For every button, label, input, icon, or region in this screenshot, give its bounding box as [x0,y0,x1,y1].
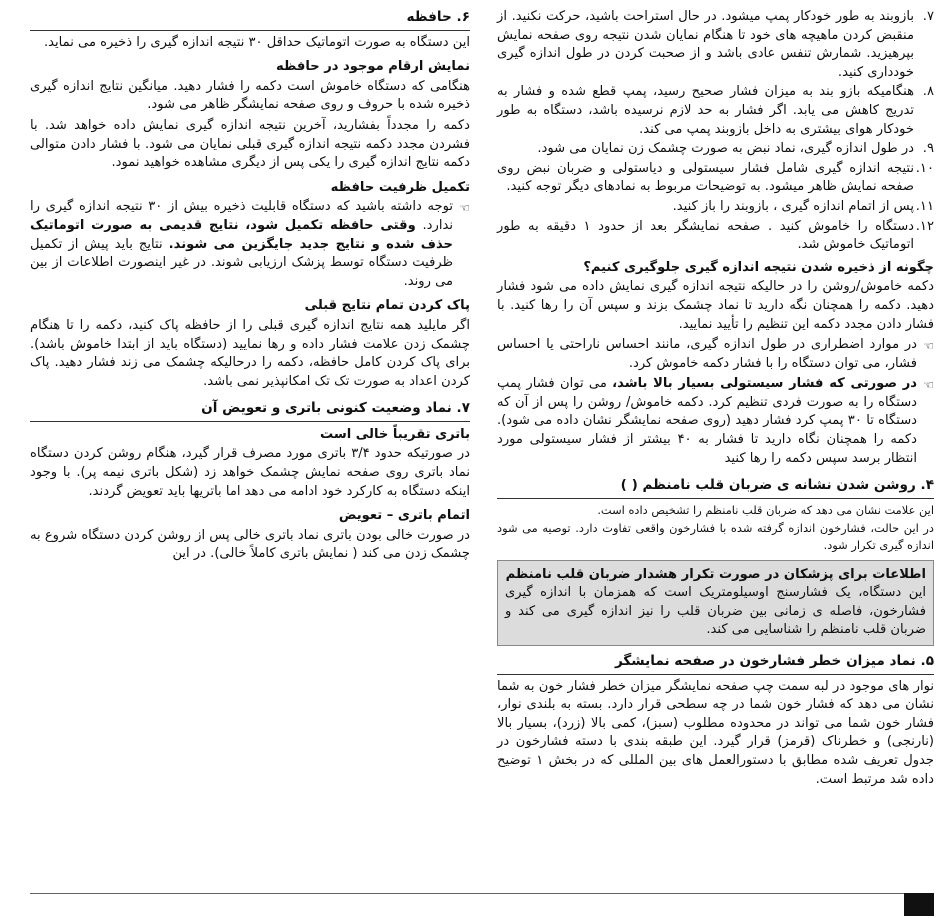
stop-saving-paragraph: دکمه خاموش/روشن را در حالیکه نتیجه اندازه گیری نمایش داده می شود فشار دهید. دکمه را همچنان نگه دارید تا نماد چشمک بزند و سپس آن را رها کنید. با فشار دادن مجدد دکمه این تنظیم را تأیید نمایید. [497,279,934,332]
left-column [30,8,470,566]
stop-saving-title: چگونه از ذخیره شدن نتیجه اندازه گیری جلوگیری کنیم؟ [583,259,934,275]
step-text: در طول اندازه گیری، نماد نبض به صورت چشمک زن نمایان می شود. [537,141,914,157]
pointing-hand-icon: ☜ [923,378,934,393]
note-bold-text: در صورتی که فشار سیستولی بسیار بالا باشد، [612,376,917,392]
memory-paragraph: این دستگاه به صورت اتوماتیک حداقل ۳۰ نتیجه اندازه گیری را ذخیره می نماید. [43,34,470,50]
display-memory-title: نمایش ارقام موجود در حافظه [276,59,470,75]
battery-almost-empty-paragraph: در صورتیکه حدود ۳/۴ باتری مورد مصرف قرار گیرد، هنگام روشن کردن دستگاه نماد باتری روی صفحه نمایش چشمک خواهد زد (شکل باتری نیمه پر). با وجود اینکه دستگاه به کارکرد خود ادامه می دهد اما باتریها باید تعویض گردند. [30,446,470,499]
step-9 [497,140,934,159]
clear-paragraph: اگر مایلید همه نتایج اندازه گیری قبلی را از حافظه پاک کنید، دکمه را تا هنگام چشمک زدن علامت فشار داده و رها نمایید (دستگاه باید از ابتدا خاموش باشد). برای پاک کردن کامل حافظه، دکمه را درحالیکه چشمک می زند فشار دهید. پاک کردن اعداد به صورت تک تک امکانپذیر نمی باشد. [30,317,470,389]
irregular-paragraph-1: این علامت نشان می دهد که ضربان قلب نامنظم را تشخیص داده است. [597,502,934,517]
step-11 [497,198,934,217]
step-number: ۹. [922,141,934,157]
pointing-hand-icon: ☜ [459,201,470,216]
right-column [497,8,934,791]
pointing-hand-icon: ☜ [923,339,934,354]
clear-memory-title: پاک کردن تمام نتایج قبلی [304,298,470,314]
note-text-c: نتایج باید پیش از تکمیل ظرفیت دستگاه توسط پزشک ارزیابی شوند. در غیر اینصورت اطلاعات از بین می روند. [30,236,453,289]
step-number: ۷. [922,9,934,24]
memory-full-title: تکمیل ظرفیت حافظه [330,179,470,195]
box-title: اطلاعات برای پزشکان در صورت تکرار هشدار ضربان قلب نامنظم [505,566,926,582]
step-number: ۸. [922,84,934,100]
note-text: در موارد اضطراری در طول اندازه گیری، مانند احساس ناراحتی یا احساس فشار، می توان دستگاه را با فشار دکمه خاموش کرد. [497,337,917,371]
display-paragraph-1: هنگامی که دستگاه خاموش است دکمه را فشار دهید. میانگین نتایج اندازه گیری ذخیره شده با حروف و روی صفحه نمایشگر ظاهر می شود. [30,78,470,113]
step-text: نتیجه اندازه گیری شامل فشار سیستولی و دیاستولی و ضربان نبض روی صفحه نمایش ظاهر میشود. به توضیحات مربوط به نمادهای دیگر توجه کنید. [497,160,914,195]
battery-almost-empty-title: باتری تقریباً خالی است [320,426,470,442]
battery-empty-paragraph: در صورت خالی بودن باتری نماد باتری خالی پس از روشن کردن دستگاه شروع به چشمک زدن می کند ( نمایش باتری کاملاً خالی). در این [30,527,470,562]
irregular-heartbeat-title: ۴. روشن شدن نشانه ی ضربان قلب نامنظم ( ) [497,476,934,499]
page-marker [904,893,934,916]
note-bold-text: وقتی حافظه تکمیل شود، نتایج قدیمی به صورت اتوماتیک حذف شده و نتایج جدید جایگزین می شوند. [30,217,453,252]
step-text: هنگامیکه بازو بند به میزان فشار صحیح رسید، پمپ قطع شده و فشار به تدریج کاهش می یابد. اگر فشار به حد لازم نرسیده باشد، دستگاه به طور خودکار هوای بیشتری به داخل بازوبند پمپ می کند. [497,84,914,137]
step-text: دستگاه را خاموش کنید . صفحه نمایشگر بعد از حدود ۱ دقیقه به طور اتوماتیک خاموش شد. [497,218,914,253]
note-text-a: توجه داشته باشید که دستگاه قابلیت ذخیره بیش از ۳۰ نتیجه اندازه گیری را ندارد. [30,199,453,233]
step-7 [497,8,934,82]
memory-title: ۶. حافظه [30,8,470,31]
memory-full-note [30,198,470,291]
footer-rule [30,893,934,894]
step-8 [497,83,934,139]
irregular-paragraph-2: در این حالت، فشارخون اندازه گرفته شده با فشارخون واقعی تفاوت دارد. توصیه می شود اندازه گیری تکرار شود. [497,521,934,553]
physician-info-box [497,560,934,646]
step-number: ۱۰. [915,160,934,176]
display-paragraph-2: دکمه را مجدداً بفشارید، آخرین نتیجه اندازه گیری نمایش داده خواهد شد. با فشردن مجدد دکمه نتیجه اندازه گیری قبلی نمایان می شود. با فشار دادن متوالی دکمه نتایج اندازه گیری را یکی پس از دیگری مشاهده خواهید نمود. [30,117,470,171]
step-12 [497,218,934,255]
box-text: این دستگاه، یک فشارسنج اوسیلومتریک است که همزمان با اندازه گیری فشارخون، فاصله ی زمانی بین ضربان قلب را نیز اندازه گیری می کند و ضربان قلب نامنظم را شناسایی می کند. [505,585,926,638]
risk-paragraph: نوار های موجود در لبه سمت چپ صفحه نمایشگر میزان خطر فشار خون به شما نشان می دهد که فشار خون شما در چه سطحی قرار دارد. بسته به بلندی نوار، فشار خون شما می تواند در محدوده مطلوب (سبز)، کمی بالا (زرد)، بسیار بالا (نارنجی) و خطرناک (قرمز) قرار گیرد. این طبقه بندی با دسته فشارخون در جدول تعریف شده مطابق با دستورالعمل های بین المللی که در بخش ۱ توضیح داده شد مرتبط است. [497,678,935,787]
battery-title: ۷. نماد وضعیت کنونی باتری و تعویض آن [30,399,470,422]
step-text: بازوبند به طور خودکار پمپ میشود. در حال استراحت باشید، حرکت نکنید. از منقبض کردن ماهیچه های خود تا هنگام نمایان شدن نتیجه روی صفحه نمایش بپرهیزید. شمارش تنفس عادی باشد و از صحبت کردن در طول اندازه گیری خودداری کنید. [497,9,914,80]
risk-indicator-title: ۵. نماد میزان خطر فشارخون در صفحه نمایشگر [497,652,934,675]
step-10 [497,160,934,197]
step-number: ۱۲. [915,218,934,234]
step-number: ۱۱. [915,198,934,214]
emergency-note [497,336,934,373]
note-text: می توان فشار پمپ دستگاه را به صورت فردی تنظیم کرد. دکمه خاموش/ روشن را پس از آن که دستگاه تا ۳۰ پمپ کرد فشار دهید (روی صفحه نمایشگر نشان داده می شود). دکمه را همچنان نگاه دارید تا فشار به ۴۰ بیشتر از فشار سیستولی مورد انتظار برسد سپس دکمه را رها کنید [497,376,917,466]
step-text: پس از اتمام اندازه گیری ، بازوبند را باز کنید. [672,198,914,214]
high-pressure-note [497,375,934,468]
battery-empty-title: اتمام باتری – تعویض [338,508,470,524]
